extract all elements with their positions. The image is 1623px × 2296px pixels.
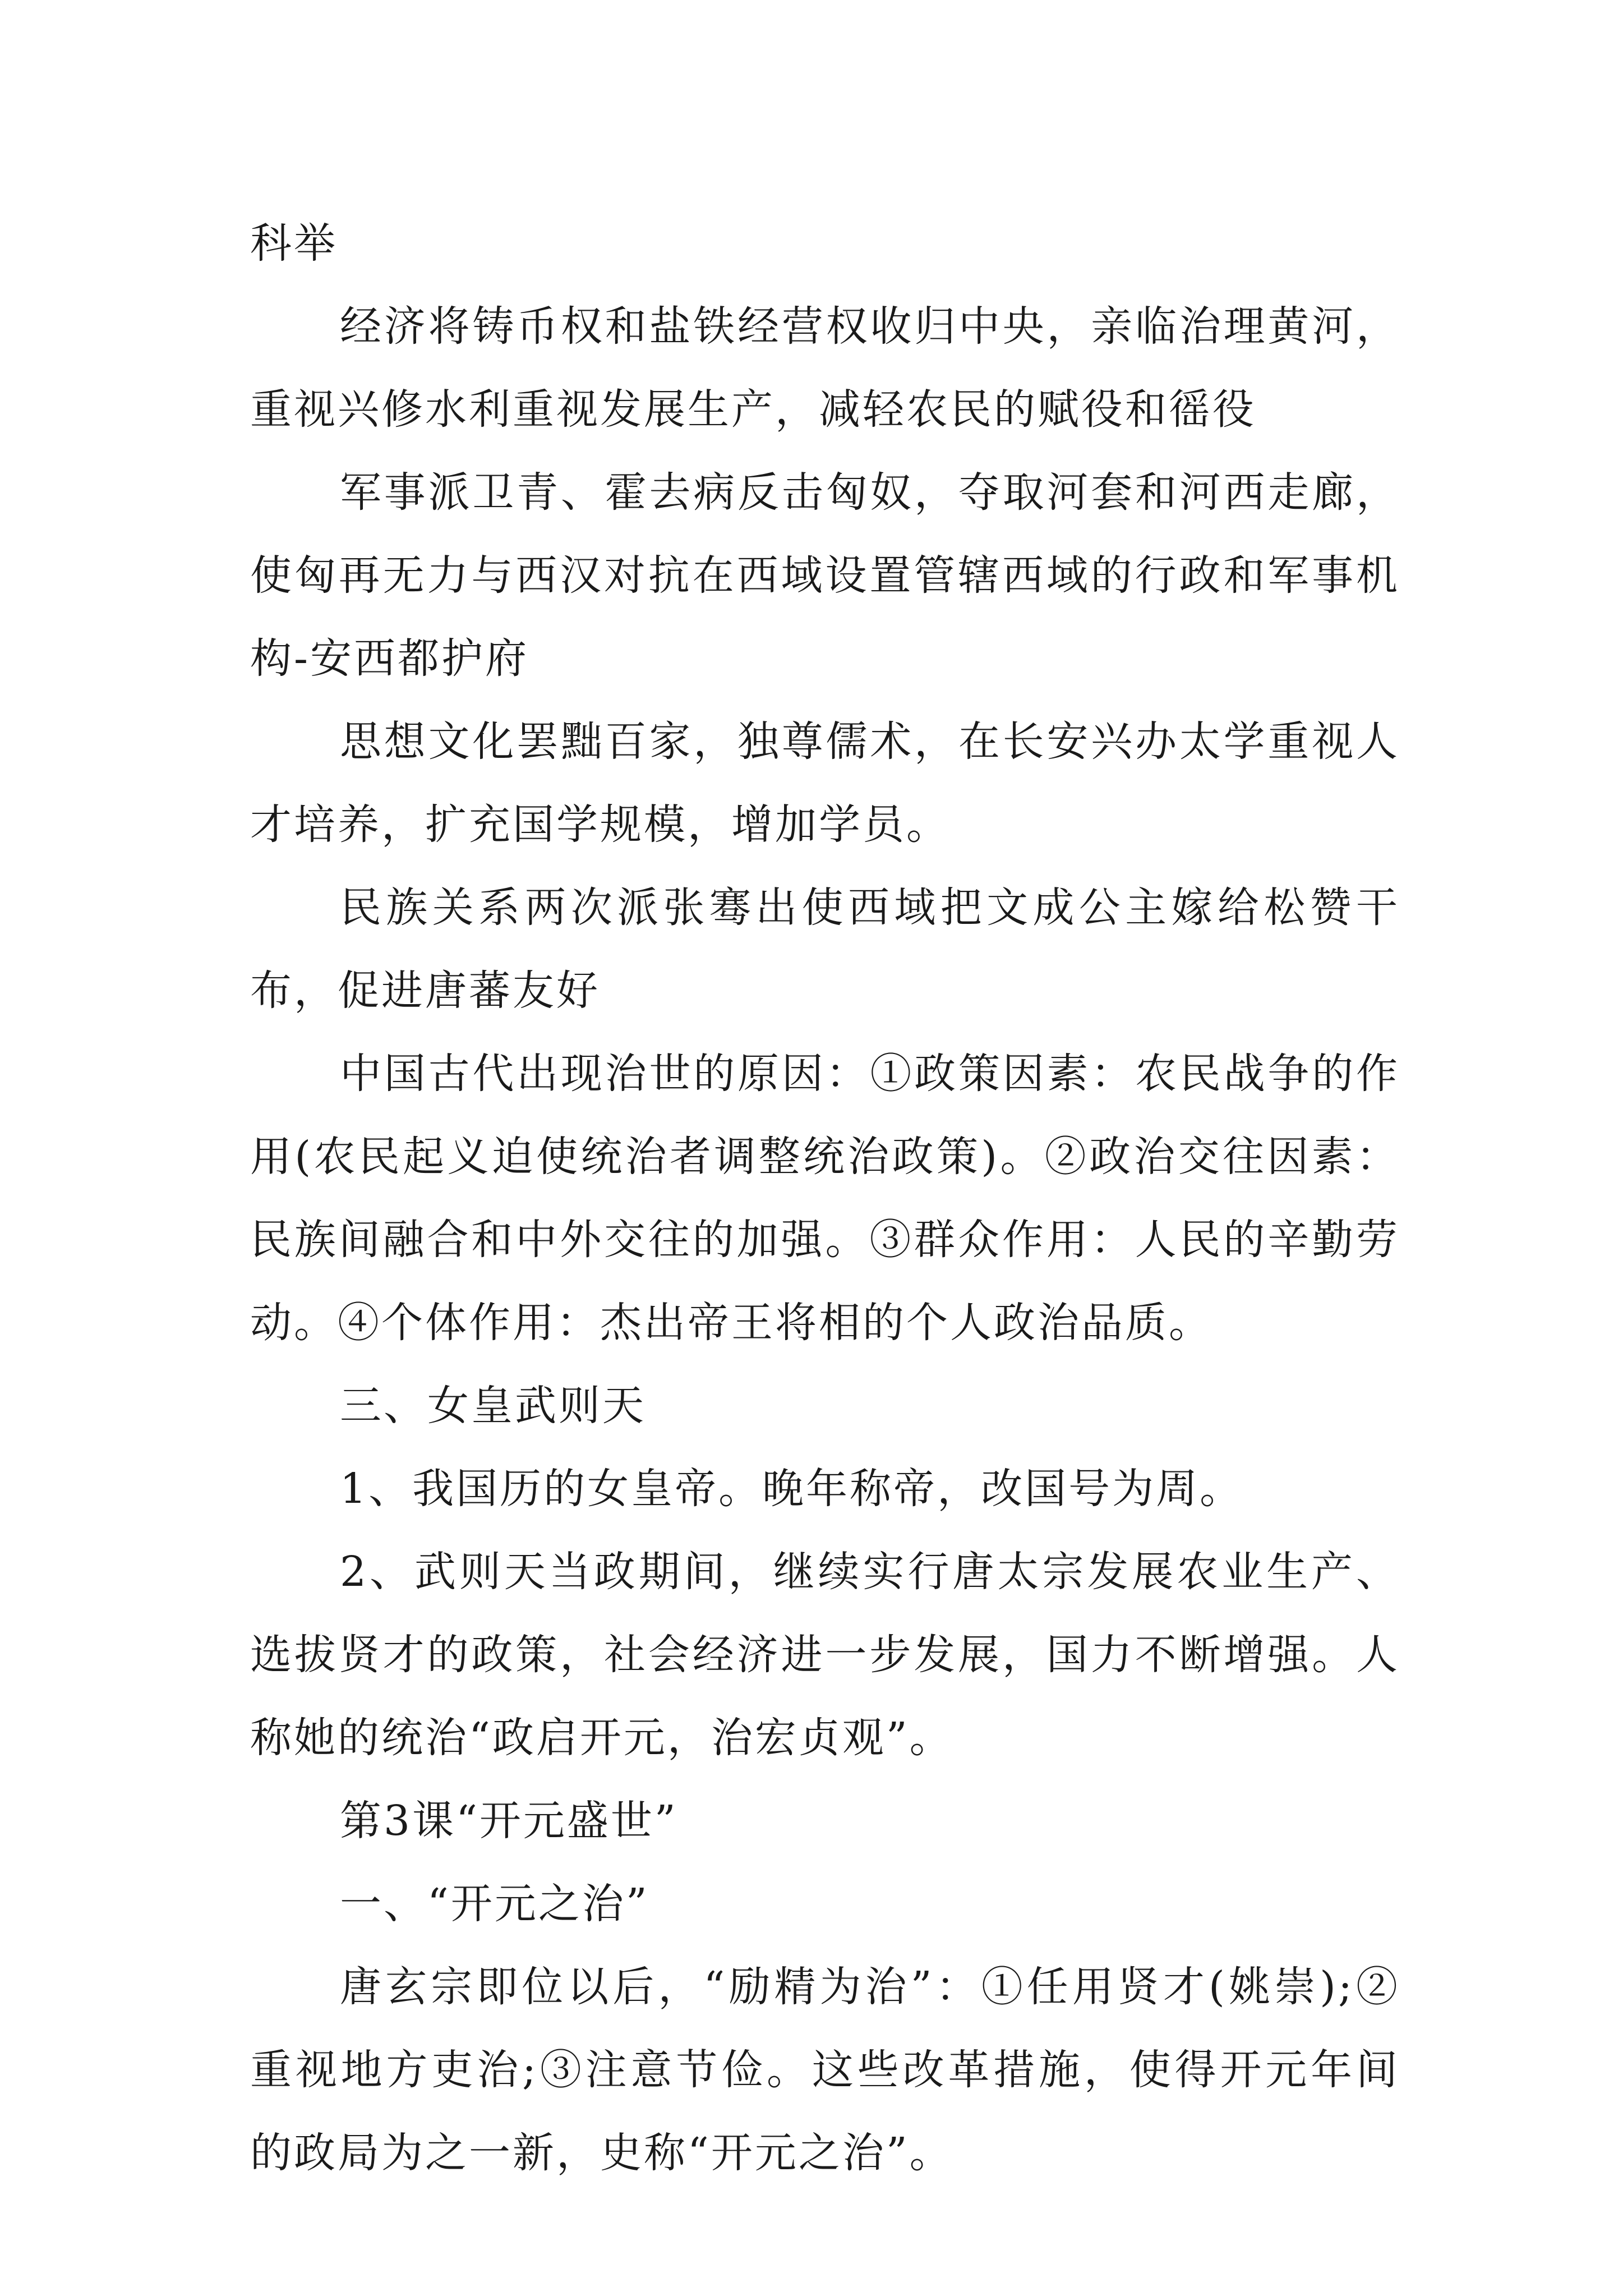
section-heading-wuzetian: 三、女皇武则天: [340, 1382, 646, 1430]
paragraph-ethnic-relations: 民族关系两次派张骞出使西域把文成公主嫁给松赞干布，促进唐蕃友好: [250, 884, 1400, 1015]
document-body: [250, 202, 1400, 2194]
paragraph-keju: 科举: [250, 219, 338, 268]
paragraph-economy: 经济将铸币权和盐铁经营权收归中央，亲临治理黄河，重视兴修水利重视发展生产，减轻农民的赋役和徭役: [250, 302, 1400, 434]
section-heading-kaiyuan: 一、“开元之治”: [340, 1880, 649, 1928]
paragraph-point-1: 1、我国历的女皇帝。晚年称帝，改国号为周。: [340, 1465, 1244, 1513]
paragraph-culture: 思想文化罢黜百家，独尊儒术，在长安兴办太学重视人才培养，扩充国学规模，增加学员。: [250, 717, 1400, 849]
paragraph-xuanzong: 唐玄宗即位以后，“励精为治”：①任用贤才(姚崇);②重视地方吏治;③注意节俭。这些改革措施，使得开元年间的政局为之一新，史称“开元之治”。: [250, 1963, 1400, 2177]
paragraph-military: 军事派卫青、霍去病反击匈奴，夺取河套和河西走廊，使匈再无力与西汉对抗在西域设置管辖西域的行政和军事机构-安西都护府: [250, 468, 1400, 683]
paragraph-reasons: 中国古代出现治世的原因：①政策因素：农民战争的作用(农民起义迫使统治者调整统治政策)。②政治交往因素：民族间融合和中外交往的加强。③群众作用：人民的辛勤劳动。④个体作用：杰出帝王将相的个人政治品质。: [250, 1050, 1400, 1347]
paragraph-point-2: 2、武则天当政期间，继续实行唐太宗发展农业生产、选拔贤才的政策，社会经济进一步发展，国力不断增强。人称她的统治“政启开元，治宏贞观”。: [250, 1548, 1400, 1762]
lesson-heading-3: 第3课“开元盛世”: [340, 1797, 678, 1845]
